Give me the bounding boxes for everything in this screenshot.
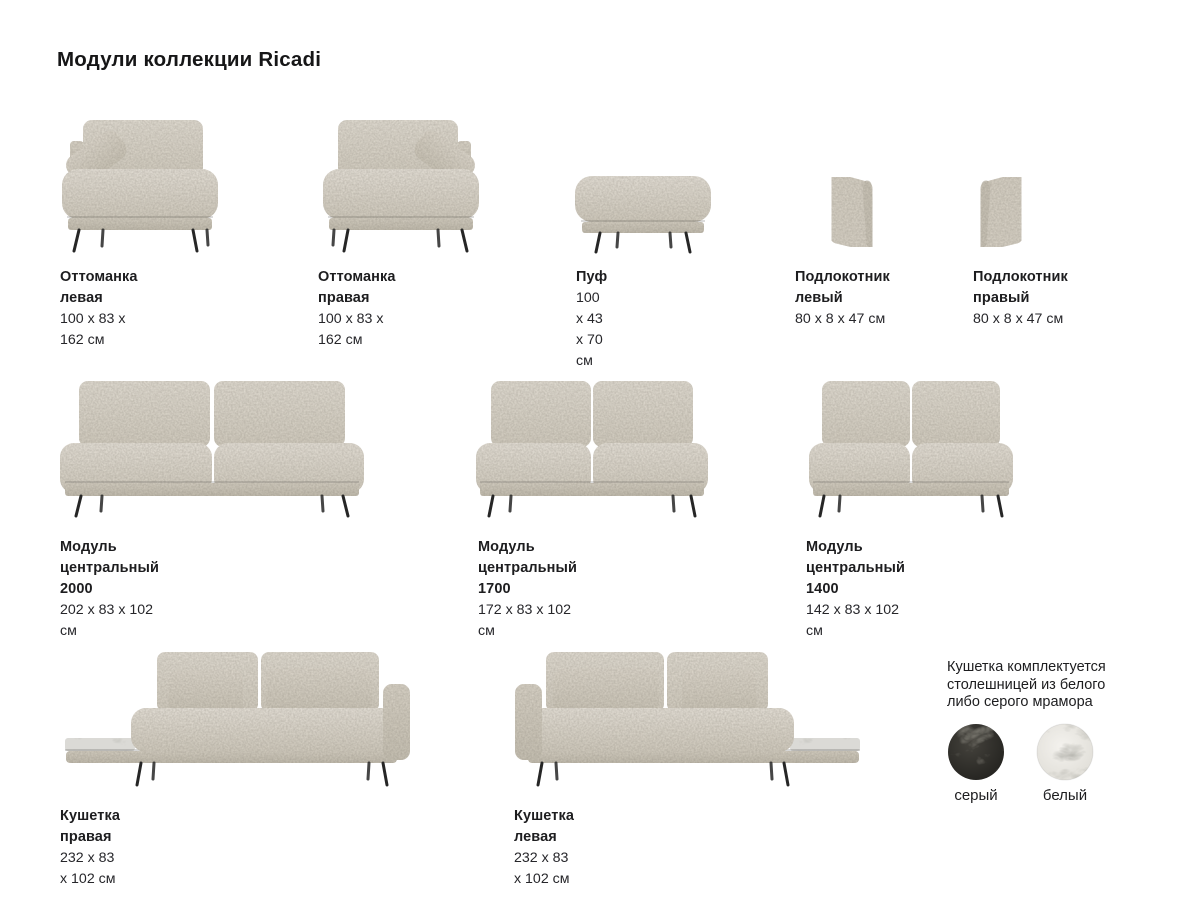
marble-swatch-white [1037, 724, 1093, 780]
central-module-1400-illustration [806, 379, 1016, 519]
module-name: Подлокотник левый [795, 269, 890, 306]
module-name: Модуль центральный 1400 [806, 539, 906, 597]
daybed-right-legs [137, 763, 387, 785]
module-dimensions: 172 x 83 x 102 см [478, 602, 572, 639]
daybed-right-illustration [61, 648, 413, 788]
central-module-1400-legs [820, 496, 1002, 516]
central-module-1700-illustration [473, 379, 711, 519]
marble-swatch-gray [948, 724, 1004, 780]
module-dimensions: 80 x 8 x 47 см [795, 311, 886, 327]
ottoman-left-illustration [57, 117, 223, 253]
pouf-legs [596, 233, 690, 252]
swatch-label-white: белый [1042, 787, 1088, 804]
module-dimensions: 202 x 83 x 102 см [60, 602, 154, 639]
module-name: Кушетка правая [60, 808, 120, 845]
central-module-2000-legs [76, 496, 348, 516]
armrest-left-illustration [818, 169, 880, 257]
module-dimensions: 100 x 43 x 70 см [576, 290, 603, 369]
module-name: Подлокотник правый [973, 269, 1068, 306]
pouf-illustration [573, 170, 713, 254]
module-name: Оттоманка правая [318, 269, 396, 306]
module-name: Модуль центральный 1700 [478, 539, 578, 597]
marble-swatches [946, 722, 1096, 784]
module-dimensions: 80 x 8 x 47 см [973, 311, 1064, 327]
armrest-right-illustration [973, 169, 1035, 257]
ottoman-right-illustration [318, 117, 484, 253]
module-name: Пуф [576, 269, 608, 285]
central-module-2000-illustration [57, 379, 367, 519]
swatch-label-gray: серый [954, 787, 998, 804]
module-name: Оттоманка левая [60, 269, 138, 306]
module-dimensions: 232 x 83 x 102 см [60, 850, 116, 887]
module-dimensions: 142 x 83 x 102 см [806, 602, 900, 639]
module-name: Кушетка левая [514, 808, 574, 845]
module-dimensions: 232 x 83 x 102 см [514, 850, 570, 887]
page-title: Модули коллекции Ricadi [57, 48, 322, 71]
module-dimensions: 100 x 83 x 162 см [60, 311, 126, 348]
daybed-tabletop-note: Кушетка комплектуется столешницей из белого либо серого мрамора [947, 659, 1106, 710]
module-name: Модуль центральный 2000 [60, 539, 160, 597]
daybed-left-illustration [512, 648, 864, 788]
central-module-1700-legs [489, 496, 695, 516]
module-dimensions: 100 x 83 x 162 см [318, 311, 384, 348]
ottoman-left-legs [74, 230, 208, 251]
